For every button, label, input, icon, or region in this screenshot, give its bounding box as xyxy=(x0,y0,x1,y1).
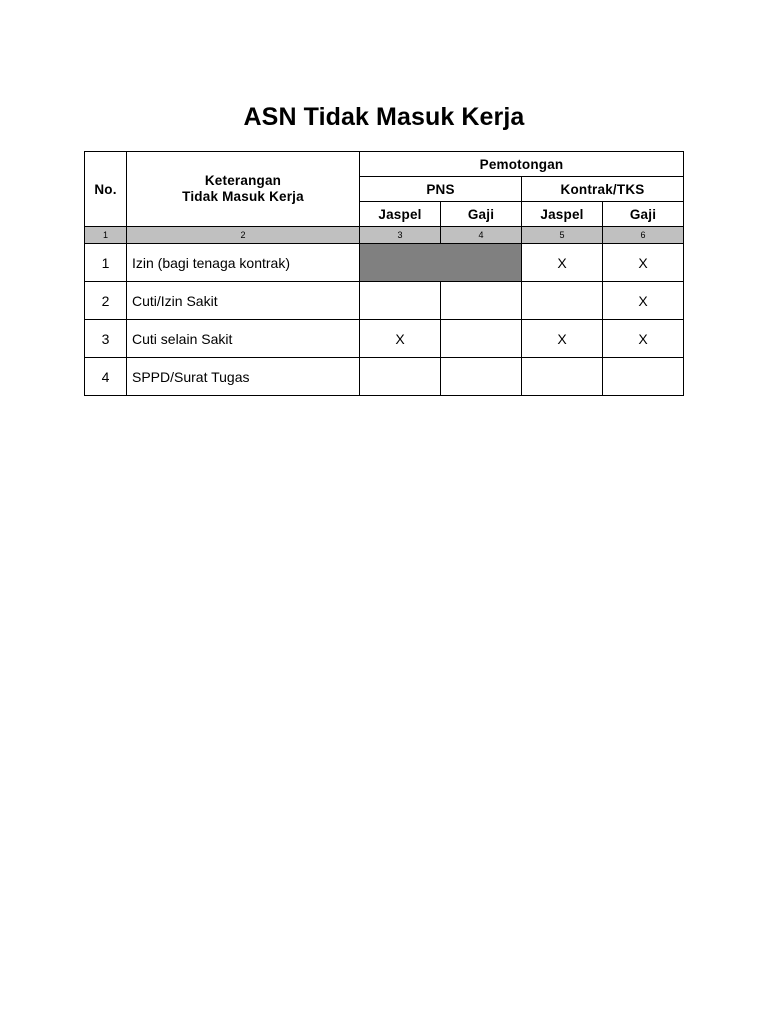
cell-pns-gaji xyxy=(441,282,522,320)
cell-kontrak-jaspel: X xyxy=(522,244,603,282)
row-number: 3 xyxy=(85,320,127,358)
header-pns-jaspel: Jaspel xyxy=(360,202,441,227)
column-number-row xyxy=(85,227,684,244)
page-title: ASN Tidak Masuk Kerja xyxy=(243,103,525,131)
header-kontrak-jaspel: Jaspel xyxy=(522,202,603,227)
column-number: 5 xyxy=(522,227,603,244)
table-row xyxy=(85,282,684,320)
cell-kontrak-gaji: X xyxy=(603,320,684,358)
column-number: 3 xyxy=(360,227,441,244)
cell-pns-jaspel: X xyxy=(360,320,441,358)
row-number: 2 xyxy=(85,282,127,320)
header-kontrak: Kontrak/TKS xyxy=(522,177,684,202)
header-keterangan-line1: Keterangan xyxy=(204,173,282,188)
cell-kontrak-gaji: X xyxy=(603,282,684,320)
cell-pns-jaspel xyxy=(360,282,441,320)
header-keterangan-line2: Tidak Masuk Kerja xyxy=(182,189,304,204)
cell-pns-gaji xyxy=(441,358,522,396)
table-row xyxy=(85,320,684,358)
column-number: 4 xyxy=(441,227,522,244)
header-no: No. xyxy=(85,152,127,227)
cell-kontrak-gaji xyxy=(603,358,684,396)
header-row-1 xyxy=(85,152,684,177)
column-number: 1 xyxy=(85,227,127,244)
header-pns: PNS xyxy=(360,177,522,202)
row-keterangan: Cuti/Izin Sakit xyxy=(127,282,360,320)
row-keterangan: SPPD/Surat Tugas xyxy=(127,358,360,396)
cell-kontrak-jaspel xyxy=(522,358,603,396)
cell-pns-jaspel xyxy=(360,358,441,396)
row-number: 1 xyxy=(85,244,127,282)
cell-kontrak-jaspel: X xyxy=(522,320,603,358)
column-number: 2 xyxy=(127,227,360,244)
cell-kontrak-jaspel xyxy=(522,282,603,320)
column-number: 6 xyxy=(603,227,684,244)
header-pemotongan: Pemotongan xyxy=(360,152,684,177)
header-pns-gaji: Gaji xyxy=(441,202,522,227)
cell-kontrak-gaji: X xyxy=(603,244,684,282)
row-number: 4 xyxy=(85,358,127,396)
row-keterangan: Izin (bagi tenaga kontrak) xyxy=(127,244,360,282)
pns-shaded-cell xyxy=(360,244,522,282)
cell-pns-gaji xyxy=(441,320,522,358)
header-kontrak-gaji: Gaji xyxy=(603,202,684,227)
table-row xyxy=(85,244,684,282)
row-keterangan: Cuti selain Sakit xyxy=(127,320,360,358)
header-keterangan xyxy=(127,152,360,227)
deduction-table xyxy=(84,151,684,396)
table-row xyxy=(85,358,684,396)
